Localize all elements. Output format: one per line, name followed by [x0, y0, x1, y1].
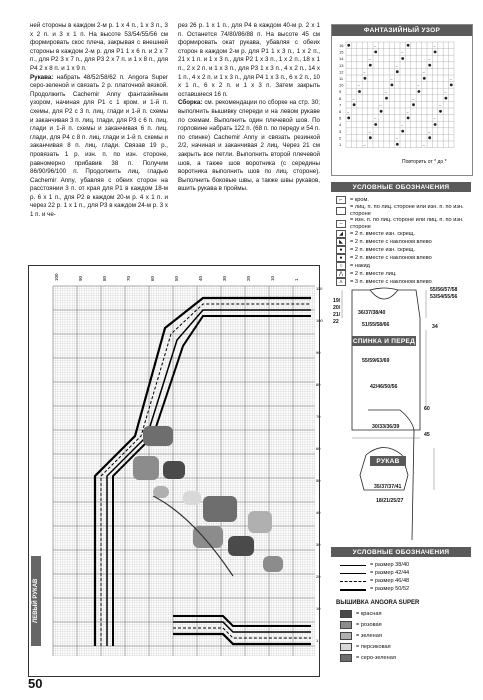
svg-text:–: –	[384, 89, 388, 95]
svg-text:40: 40	[316, 510, 321, 515]
svg-text:–: –	[417, 82, 420, 88]
svg-text:40: 40	[198, 275, 203, 281]
fancy-pattern-grid	[338, 40, 466, 155]
svg-text:7: 7	[339, 102, 342, 108]
size-legend-item	[340, 570, 409, 577]
legend-text: = размер 38/40	[370, 562, 410, 568]
legend-text: = серо-зеленая	[356, 654, 396, 661]
svg-text:–: –	[449, 76, 452, 81]
measure-side: 34	[432, 324, 438, 330]
legend-text: = розовая	[356, 621, 382, 628]
line-style-icon	[340, 581, 366, 582]
svg-text:15: 15	[339, 49, 344, 55]
svg-text:–: –	[395, 135, 398, 141]
measure-left-1: 19/	[333, 298, 341, 304]
color-swatch-icon	[340, 621, 352, 629]
color-legend-item	[340, 643, 391, 651]
legend-text: = размер 46/48	[370, 578, 410, 584]
fancy-pattern-box	[331, 24, 473, 176]
svg-text:50: 50	[316, 478, 321, 483]
svg-text:–: –	[374, 43, 377, 48]
svg-text:–: –	[368, 128, 371, 134]
assembly-heading: Сборка:	[178, 99, 203, 107]
color-swatch-icon	[340, 654, 352, 662]
svg-text:70: 70	[316, 414, 321, 419]
svg-text:10: 10	[270, 275, 275, 281]
svg-text:1: 1	[316, 638, 319, 643]
legend-symbol-icon: ◣	[336, 238, 346, 246]
legend-symbol-icon: ⋀	[336, 270, 346, 278]
svg-text:100: 100	[54, 273, 59, 281]
legend-symbol-icon: ◢	[336, 230, 346, 238]
fancy-pattern-title: ФАНТАЗИЙНЫЙ УЗОР	[332, 25, 472, 36]
measure-waist: 55/59/63/69	[362, 358, 390, 364]
svg-text:16: 16	[339, 43, 344, 48]
svg-text:30: 30	[222, 275, 227, 281]
legend-text: = размер 50/52	[370, 586, 410, 592]
svg-text:1: 1	[339, 142, 342, 147]
svg-text:–: –	[422, 142, 425, 147]
sleeves-text: набрать 48/52/58/62 п. Angora Super серо-зеленой и связать 2 р. платочной вязкой. Продолжить Cachemir Anny фантазийным узором, начиная для Р1 с 1 кром. и 1-й п. схемы, для Р2 с 3 п. лиц. глади и 1-й п. схемы и заканчивая 3 п. лиц. глади, для Р3 с 6 п. лиц. глади и 1-й п. схемы и заканчивая 6 п. лиц. глади, для Р4 с 8 п. лиц. глади и 1-й п. схемы и заканчивая 8 п. лиц. глади. Связав 19 р., провязать 1 р. изн. п. по изн. стороне, равномерно прибавив 38 п. Получим 86/90/96/100 п. Продолжить лиц. гладью Cachemir Anny, убавляя с обеих сторон на расстоянии 3 п. от края для Р1 в каждом 18-м р. 6 х 1 п., для Р2 в каждом 20-м р. 4 х 1 п. и через 22 р. 1 х 1 п., для Р3 в каждом 24-м р. 3 х 1 п. и че-	[30, 73, 168, 219]
svg-text:100: 100	[316, 318, 323, 323]
measure-sleeve-mid: 35/37/37/41	[374, 484, 402, 490]
legend-item	[336, 217, 471, 231]
legend-item	[336, 246, 471, 254]
svg-text:11: 11	[339, 76, 344, 81]
svg-text:4: 4	[339, 122, 342, 128]
svg-text:–: –	[357, 82, 361, 88]
size-legend-item	[340, 562, 409, 569]
pattern-repeat-note: Повторить от * до *	[402, 159, 447, 165]
legend-text: = накид	[350, 262, 370, 269]
color-legend-item	[340, 632, 382, 640]
svg-text:13: 13	[339, 62, 344, 68]
embroidery-title: ВЫШИВКА ANGORA SUPER	[336, 600, 420, 606]
measure-shoulder-height-2: 53/54/55/56	[430, 294, 458, 300]
svg-text:14: 14	[339, 56, 344, 62]
svg-text:–: –	[438, 102, 442, 108]
assembly-text: см. рекомендации по сборке на стр. 30; выполнить вышивку спереди и на левом рукаве по схемам. Выполнить один плечевой шов. По горловине набрать 122 п. (68 п. по переду и 54 п. по спинке) Cachemir Anny и связать резинкой 2/2, начиная и заканчивая 2 лиц. Через 21 см закрыть все петли. Выполнить второй плечевой шов, а также шов воротника (с середины воротника выполнить шов по лиц. стороне). Выполнить боковые швы, а также швы рукавов, вшить рукава в проймы.	[178, 99, 320, 193]
color-legend-item	[340, 610, 382, 618]
legend-item	[336, 238, 471, 246]
legend-item	[336, 262, 471, 270]
svg-text:–: –	[352, 95, 355, 101]
measure-chest: 51/55/58/66	[362, 322, 390, 328]
legend-text: = 2 п. вместе изн. скрещ.	[350, 246, 415, 253]
page-number: 50	[28, 676, 43, 691]
svg-text:12: 12	[339, 69, 344, 75]
svg-text:20: 20	[316, 574, 321, 579]
svg-text:90: 90	[78, 275, 83, 281]
legend-symbol-icon: ⌐	[336, 196, 346, 204]
svg-text:30: 30	[316, 542, 321, 547]
svg-text:–: –	[395, 62, 398, 68]
text-column-1	[30, 22, 168, 220]
text-paragraph: ней стороны в каждом 2-м р. 1 х 4 п., 1 х 3 п., 3 х 2 п. и 3 х 1 п. На высоте 53/54/55/56 см формировать скос плеча, закрывая с внешней стороны в каждом 2-м р. для Р1 1 х 6 п. и 2 х 7 п., для Р2 3 х 7 п., для Р3 2 х 7 п. и 1 х 8 п., для Р4 2 х 8 п. и 1 х 9 п.	[30, 22, 168, 72]
legend-symbol-icon: ⋏	[336, 278, 346, 286]
legend-title: УСЛОВНЫЕ ОБОЗНАЧЕНИЯ	[331, 182, 471, 192]
svg-text:5: 5	[339, 115, 342, 121]
measure-shoulder-height: 55/56/57/58	[430, 287, 458, 293]
svg-text:50: 50	[174, 275, 179, 281]
legend2-title: УСЛОВНЫЕ ОБОЗНАЧЕНИЯ	[331, 547, 471, 557]
size-legend-item	[340, 586, 409, 593]
svg-text:–: –	[401, 49, 404, 55]
svg-text:8: 8	[339, 95, 342, 101]
measure-left-2: 20/	[333, 305, 341, 311]
line-style-icon	[340, 565, 366, 566]
svg-text:1: 1	[294, 278, 299, 281]
svg-text:9: 9	[339, 89, 342, 95]
svg-text:110: 110	[316, 286, 323, 291]
svg-text:–: –	[401, 122, 404, 128]
svg-text:–: –	[374, 115, 377, 121]
svg-text:–: –	[363, 69, 366, 75]
legend-item	[336, 254, 471, 262]
legend-text: = 2 п. вместе с наклоном влево	[350, 238, 432, 245]
left-sleeve-label: ЛЕВЫЙ РУКАВ	[31, 556, 41, 646]
svg-text:10: 10	[339, 82, 344, 88]
legend-symbol-icon	[336, 207, 346, 215]
svg-text:60: 60	[316, 446, 321, 451]
measure-sleeve-height-1: 60	[424, 406, 430, 412]
legend-symbol-icon: ●	[336, 254, 346, 262]
legend-text: = 2 п. вместе лиц.	[350, 270, 397, 277]
svg-text:–: –	[390, 76, 393, 81]
sleeve-chart	[28, 265, 323, 677]
sleeves-heading: Рукава:	[30, 73, 54, 81]
text-paragraph	[178, 99, 320, 194]
svg-text:2: 2	[339, 135, 342, 141]
svg-text:80: 80	[316, 382, 321, 387]
svg-text:90: 90	[316, 350, 321, 355]
svg-text:6: 6	[339, 109, 342, 114]
legend-text: = 2 п. вместе с наклоном влево	[350, 254, 432, 261]
legend-item	[336, 230, 471, 238]
svg-text:–: –	[433, 115, 436, 121]
svg-text:–: –	[428, 56, 431, 62]
legend-symbol-icon: ○	[336, 262, 346, 270]
svg-text:80: 80	[102, 275, 107, 281]
legend-text: = изн. п. по лиц. стороне или лиц. п. по изн. стороне	[350, 217, 464, 230]
legend-item	[336, 270, 471, 278]
measure-sleeve-top: 30/33/36/39	[372, 424, 400, 430]
color-swatch-icon	[340, 632, 352, 640]
legend-text: = зеленая	[356, 632, 382, 639]
color-legend-item	[340, 654, 396, 662]
svg-text:10: 10	[316, 606, 321, 611]
size-legend-item	[340, 578, 409, 585]
text-paragraph	[30, 74, 168, 220]
legend-text: = 3 п. вместе с наклоном влево	[350, 278, 432, 285]
legend-text: = лиц. п. по лиц. стороне или изн. п. по изн. стороне	[350, 204, 464, 217]
color-swatch-icon	[340, 643, 352, 651]
color-swatch-icon	[340, 610, 352, 618]
sleeve-chart-grid	[47, 272, 323, 667]
sleeve-label: РУКАВ	[370, 456, 406, 466]
svg-text:60: 60	[150, 275, 155, 281]
text-column-2	[178, 22, 320, 194]
color-legend-item	[340, 621, 382, 629]
line-style-icon	[340, 589, 366, 591]
measure-left-4: 22	[333, 319, 339, 325]
svg-text:–: –	[422, 69, 425, 75]
legend-text: = 2 п. вместе изн. скрещ.	[350, 230, 415, 237]
svg-text:–: –	[368, 56, 371, 62]
measure-neck: 36/37/38/40	[358, 310, 386, 316]
svg-text:–: –	[347, 109, 350, 114]
svg-text:3: 3	[339, 128, 342, 134]
measure-bottom: 42/46/50/56	[370, 384, 398, 390]
legend-symbol-icon: ●	[336, 246, 346, 254]
legend-text: = персиковая	[356, 643, 391, 650]
svg-text:–: –	[444, 89, 447, 95]
measure-sleeve-height-2: 45	[424, 432, 430, 438]
back-front-label: СПИНКА И ПЕРЕД	[352, 337, 416, 345]
svg-text:–: –	[433, 43, 436, 48]
svg-text:–: –	[406, 109, 409, 114]
svg-text:–: –	[428, 128, 431, 134]
svg-text:20: 20	[246, 275, 251, 281]
legend-item	[336, 196, 471, 204]
legend-text: = кром.	[350, 196, 369, 203]
legend-text: = размер 42/44	[370, 570, 410, 576]
svg-text:–: –	[411, 95, 415, 101]
legend-text: = красная	[356, 610, 382, 617]
legend-item	[336, 204, 471, 218]
svg-text:70: 70	[126, 275, 131, 281]
svg-text:–: –	[379, 102, 382, 108]
line-style-icon	[340, 573, 366, 574]
measure-sleeve-bottom: 18/21/25/27	[376, 498, 404, 504]
text-paragraph: рез 26 р. 1 х 1 п., для Р4 в каждом 40-м р. 2 х 1 п. Останется 74/80/86/88 п. На высоте 45 см формировать окат рукава, убавляя с обеих сторон в каждом 2-м р. для Р1 1 х 3 п., 1 х 2 п., 21 х 1 п. и 1 х 3 п., для Р2 1 х 3 п., 1 х 2 п., 18 х 1 п., 2 х 2 п. и 1 х 3 п., для Р3 1 х 3 п., 4 х 2 п., 14 х 1 п., 4 х 2 п. и 1 х 3 п., для Р4 1 х 3 п., 6 х 2 п., 10 х 1 п., 6 х 2 п. и 1 х 3 п. Затем закрыть оставшиеся 16 п.	[178, 22, 320, 98]
svg-text:–: –	[363, 142, 366, 147]
garment-schematic	[330, 280, 480, 510]
measure-left-3: 21/	[333, 312, 341, 318]
legend-symbol-icon: –	[336, 220, 346, 228]
